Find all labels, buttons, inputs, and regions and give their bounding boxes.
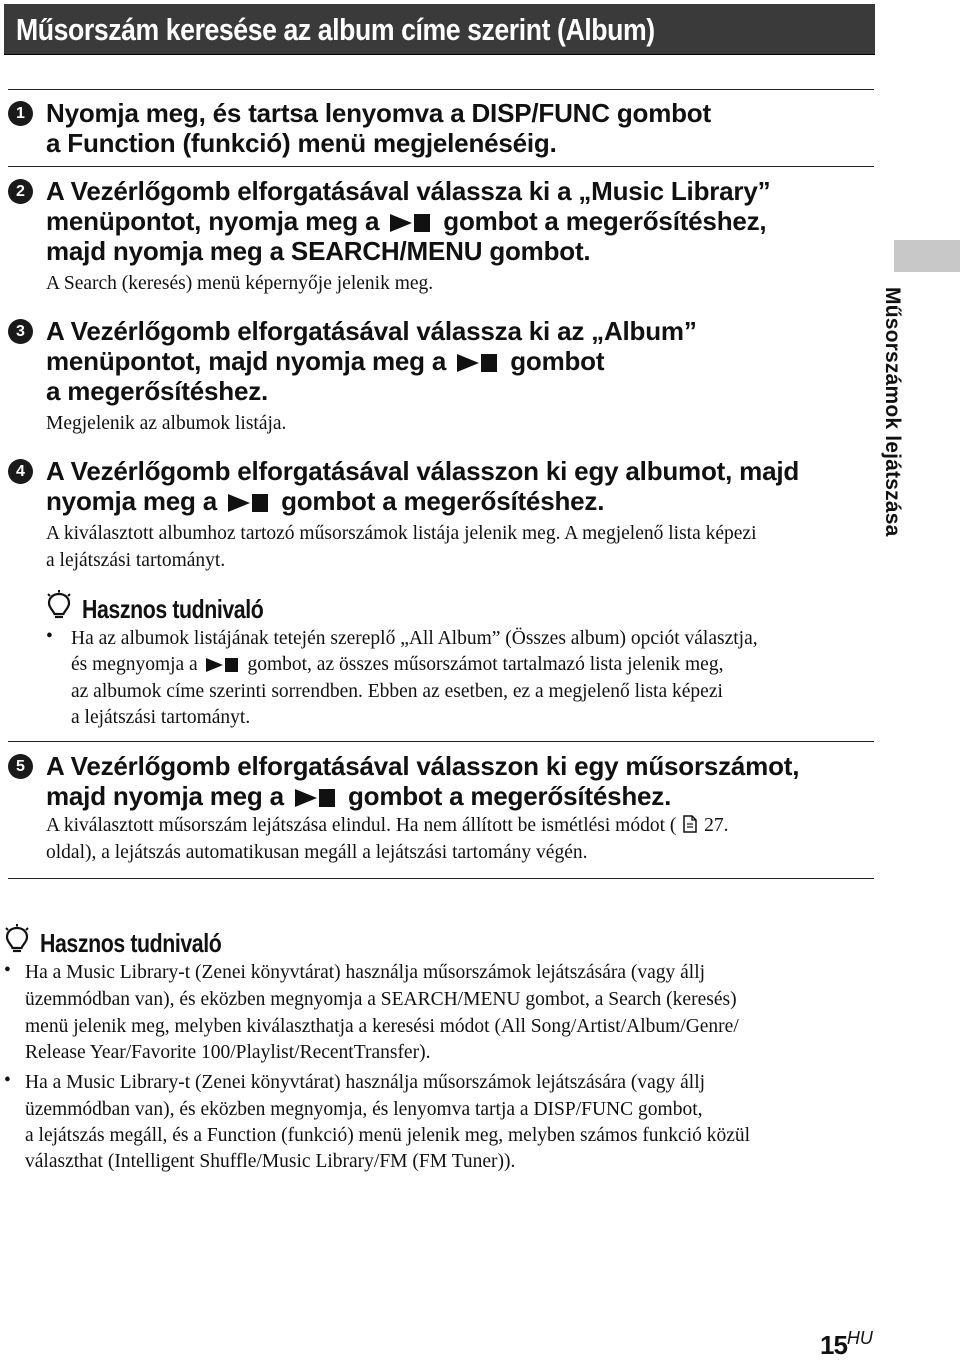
step-note	[46, 813, 729, 842]
hint-text-line: Release Year/Favorite 100/Playlist/RecentTransfer).	[25, 1042, 431, 1063]
step-number: 3	[8, 319, 33, 344]
step-number: 4	[8, 459, 33, 484]
play-pause-icon	[206, 654, 238, 680]
hint-text-line: Ha a Music Library-t (Zenei könyvtárat) használja műsorszámok lejátszására (vagy állj	[25, 962, 706, 983]
step-text-line	[46, 206, 766, 238]
chapter-tab-marker	[894, 240, 960, 272]
hint-text-line: a lejátszás megáll, és a Function (funkció) menü jelenik meg, melyben számos funkció közül	[25, 1125, 751, 1146]
section-title-bar	[4, 4, 875, 55]
bullet-dot: •	[46, 626, 53, 647]
hint-title: Hasznos tudnivaló	[82, 594, 264, 624]
hint-heading	[4, 924, 261, 959]
step-text-line: A Vezérlőgomb elforgatásával válassza ki az „Album”	[46, 316, 697, 346]
hint-text-line: az albumok címe szerinti sorrendben. Ebben az esetben, ez a megjelenő lista képezi	[71, 681, 723, 702]
hint-bulb-icon	[4, 924, 30, 959]
step-note-segment: 27.	[704, 815, 729, 836]
hint-text-line: Ha a Music Library-t (Zenei könyvtárat) használja műsorszámok lejátszására (vagy állj	[25, 1072, 706, 1093]
page-reference-icon	[681, 814, 699, 842]
step-number: 5	[8, 754, 33, 779]
step-note: oldal), a lejátszás automatikusan megáll a lejátszási tartomány végén.	[46, 842, 588, 863]
step-text-segment: majd nyomja meg a	[46, 781, 284, 811]
step-text-line	[46, 486, 604, 518]
step-text-line: a megerősítéshez.	[46, 376, 269, 406]
step-5	[8, 751, 868, 871]
divider	[8, 89, 874, 90]
step-4	[8, 456, 868, 576]
hint-text-line: a lejátszási tartományt.	[71, 707, 251, 728]
hint-text-line: menü jelenik meg, melyben kiválaszthatja a keresési módot (All Song/Artist/Album/Genre/	[25, 1016, 739, 1037]
hint-text-line: üzemmódban van), és eközben megnyomja, és lenyomva tartja a DISP/FUNC gombot,	[25, 1099, 703, 1120]
step-text-segment: menüpontot, majd nyomja meg a	[46, 346, 447, 376]
hint-text-line	[71, 652, 723, 680]
play-pause-icon	[457, 348, 497, 378]
hint-title: Hasznos tudnivaló	[40, 928, 222, 958]
step-2	[8, 176, 868, 298]
step-text-segment: nyomja meg a	[46, 486, 217, 516]
play-pause-icon	[295, 783, 335, 813]
step-note: Megjelenik az albumok listája.	[46, 413, 287, 434]
step-text-segment: gombot	[510, 346, 605, 376]
page-language-code: HU	[846, 1328, 873, 1348]
hint-heading	[46, 590, 303, 625]
divider	[8, 878, 874, 879]
divider	[8, 166, 874, 167]
step-text-segment: menüpontot, nyomja meg a	[46, 206, 380, 236]
hint-bulb-icon	[46, 590, 72, 625]
hint-text-segment: gombot, az összes műsorszámot tartalmazó lista jelenik meg,	[247, 654, 724, 675]
step-note: A kiválasztott albumhoz tartozó műsorszámok listája jelenik meg. A megjelenő lista képezi	[46, 523, 757, 544]
step-text-segment: gombot a megerősítéshez.	[347, 781, 672, 811]
divider	[8, 741, 874, 742]
page-number-value: 15	[820, 1330, 847, 1360]
step-text-line: A Vezérlőgomb elforgatásával válasszon ki egy albumot, majd	[46, 456, 800, 486]
step-text-line: A Vezérlőgomb elforgatásával válasszon ki egy műsorszámot,	[46, 751, 800, 781]
step-text-line: a Function (funkció) menü megjelenéséig.	[46, 128, 557, 158]
step-note: a lejátszási tartományt.	[46, 550, 226, 571]
step-number: 2	[8, 179, 33, 204]
chapter-tab-label: Műsorszámok lejátszása	[881, 287, 904, 537]
play-pause-icon	[228, 488, 268, 518]
hint-text-line: üzemmódban van), és eközben megnyomja a SEARCH/MENU gombot, a Search (keresés)	[25, 989, 737, 1010]
page-title: Műsorszám keresése az album címe szerint (Album)	[16, 12, 655, 47]
step-text-line	[46, 781, 671, 813]
play-pause-icon	[390, 208, 430, 238]
hint-text-line: választhat (Intelligent Shuffle/Music Library/FM (FM Tuner)).	[25, 1151, 516, 1172]
step-note: A Search (keresés) menü képernyője jelenik meg.	[46, 273, 434, 294]
bullet-dot: •	[4, 1070, 11, 1091]
step-text-line: Nyomja meg, és tartsa lenyomva a DISP/FUNC gombot	[46, 98, 711, 128]
step-3	[8, 316, 868, 438]
step-1	[8, 98, 868, 160]
step-text-segment: gombot a megerősítéshez,	[443, 206, 767, 236]
hint-text-segment: és megnyomja a	[71, 654, 198, 675]
page-number	[820, 1328, 873, 1361]
step-text-segment: gombot a megerősítéshez.	[281, 486, 605, 516]
step-text-line	[46, 346, 604, 378]
step-text-line: A Vezérlőgomb elforgatásával válassza ki a „Music Library”	[46, 176, 771, 206]
step-note-segment: A kiválasztott műsorszám lejátszása elindul. Ha nem állított be ismétlési módot (	[46, 815, 677, 836]
bullet-dot: •	[4, 960, 11, 981]
step-number: 1	[8, 101, 33, 126]
hint-text-line: Ha az albumok listájának tetején szereplő „All Album” (Összes album) opciót választja,	[71, 628, 758, 649]
step-text-line: majd nyomja meg a SEARCH/MENU gombot.	[46, 236, 591, 266]
